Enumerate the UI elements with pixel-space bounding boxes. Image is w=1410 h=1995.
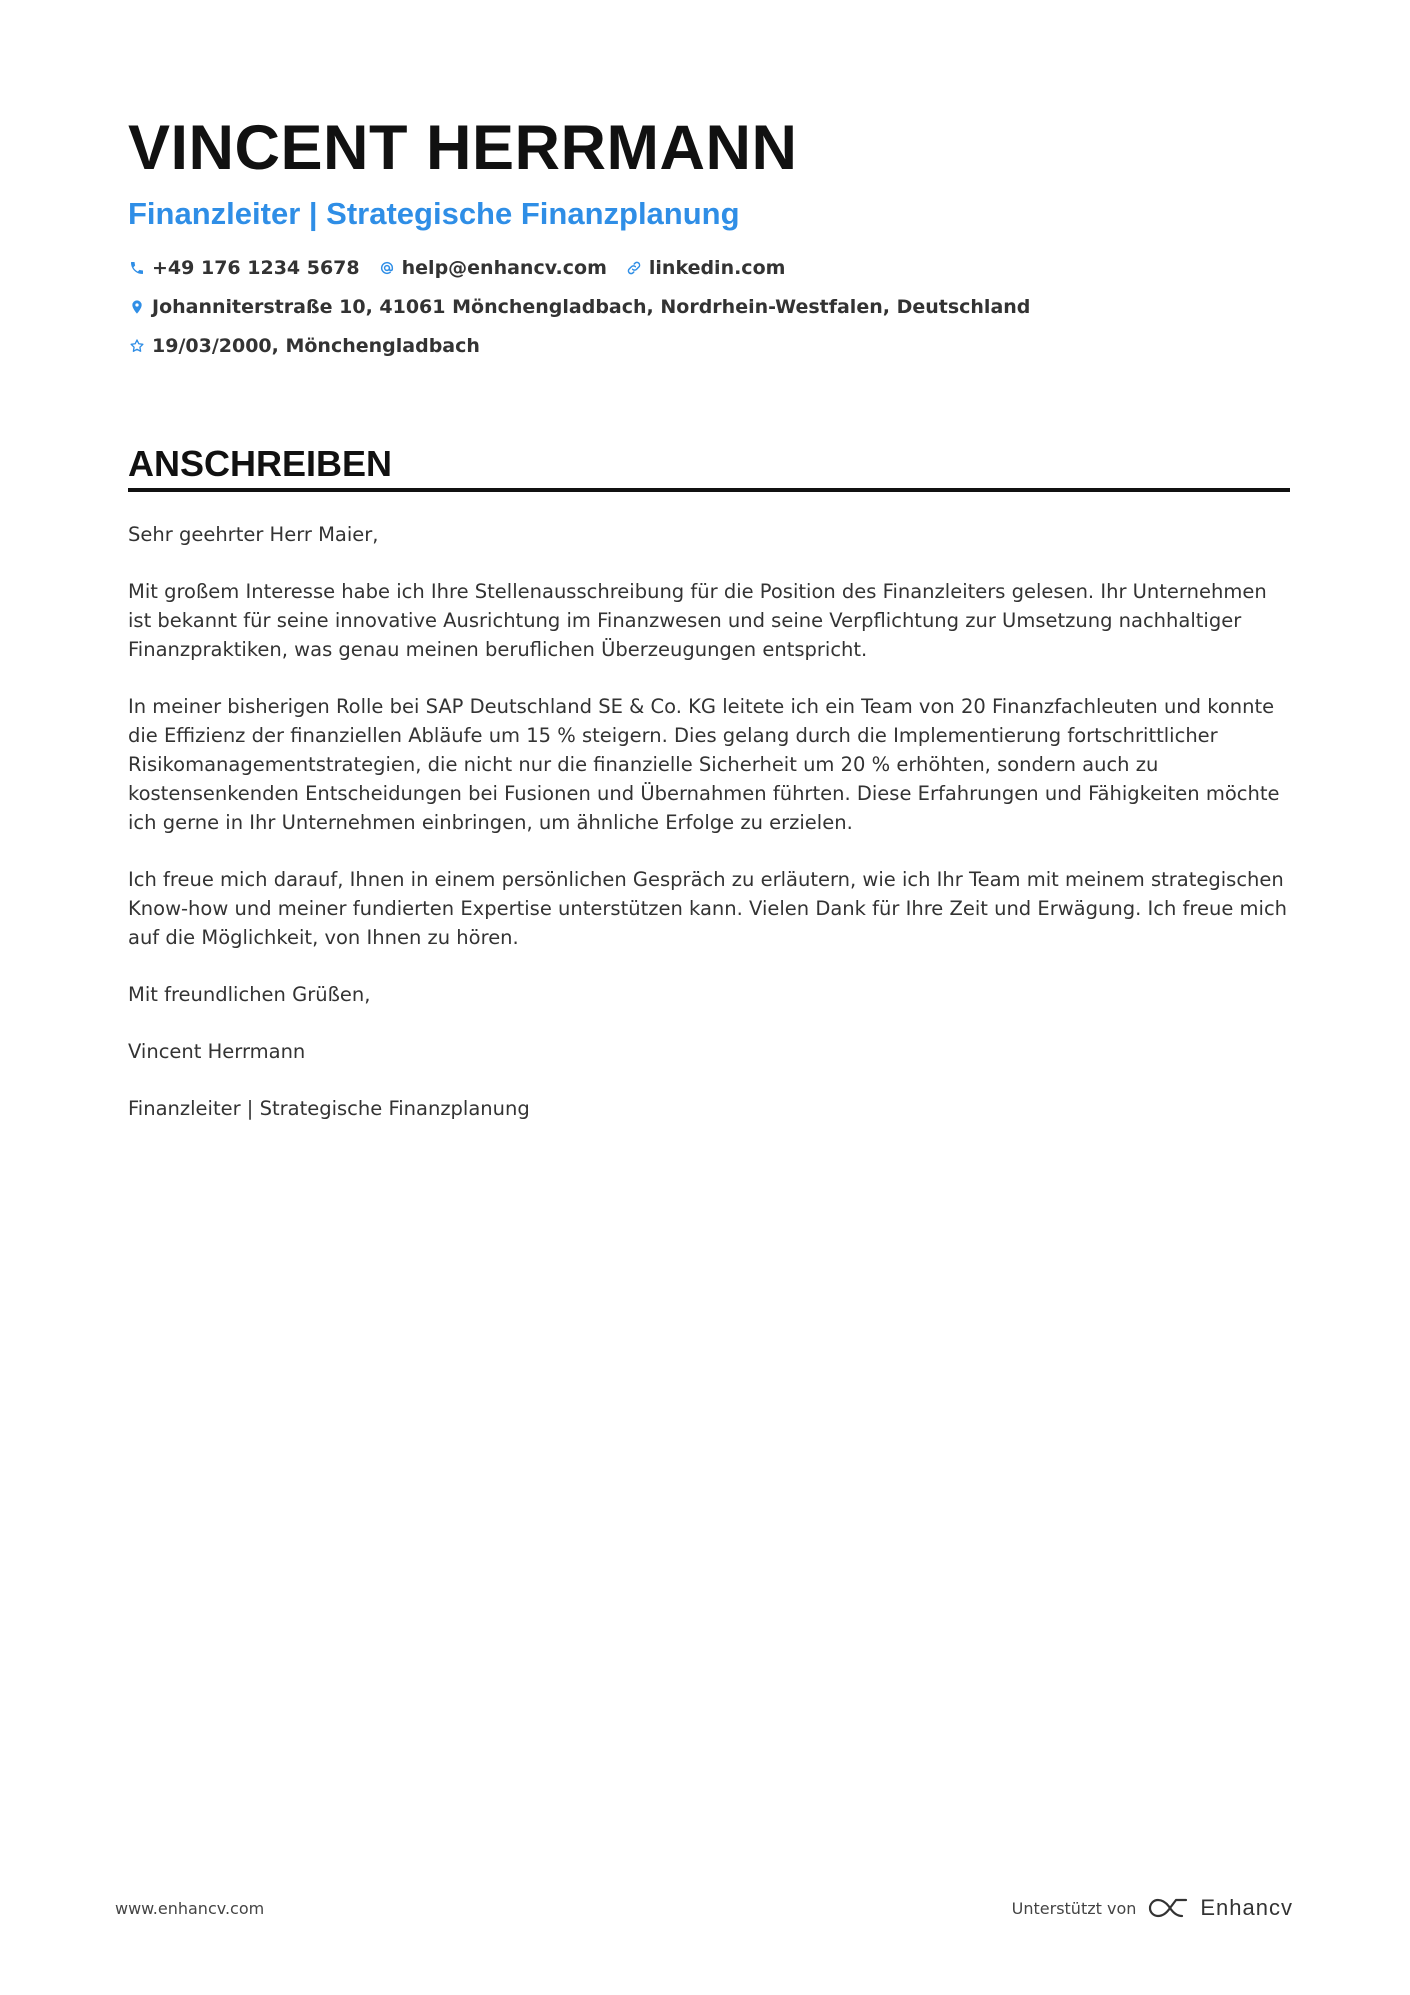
contact-row-2: [128, 295, 1290, 319]
at-icon: [378, 259, 396, 277]
contact-email: [378, 257, 607, 279]
letter-salutation: Sehr geehrter Herr Maier,: [128, 523, 379, 546]
enhancv-logo[interactable]: [1148, 1895, 1293, 1921]
letter-paragraph: Mit großem Interesse habe ich Ihre Stellenausschreibung für die Position des Finanzleiters gelesen. Ihr Unternehmen ist bekannt für seine innovative Ausrichtung im Finanzwesen und seine Verpflichtung zur Umsetzung nachhaltiger Finanzpraktiken, was genau meinen beruflichen Überzeugungen entspricht.: [128, 580, 1267, 661]
candidate-title: Finanzleiter | Strategische Finanzplanung: [128, 196, 740, 231]
enhancv-logo-icon: [1148, 1896, 1192, 1920]
contact-phone: [128, 257, 360, 279]
birth-date-place: 19/03/2000, Mönchengladbach: [152, 335, 480, 357]
section-heading-anschreiben: ANSCHREIBEN: [128, 442, 1290, 492]
powered-by: [1012, 1895, 1293, 1921]
phone-icon: [128, 259, 146, 277]
contact-info: [128, 256, 1290, 358]
email-address[interactable]: help@enhancv.com: [401, 257, 607, 279]
address: Johanniterstraße 10, 41061 Mönchengladbach, Nordrhein-Westfalen, Deutschland: [152, 296, 1031, 318]
candidate-name: VINCENT HERRMANN: [128, 113, 798, 183]
signature-title: Finanzleiter | Strategische Finanzplanung: [128, 1097, 530, 1120]
letter-body: [128, 520, 1290, 1123]
page-footer: [115, 1895, 1293, 1921]
location-pin-icon: [128, 298, 146, 316]
contact-linkedin: [625, 257, 786, 279]
contact-address: [128, 296, 1030, 318]
letter-paragraph: In meiner bisherigen Rolle bei SAP Deutschland SE & Co. KG leitete ich ein Team von 20 Finanzfachleuten und konnte die Effizienz der finanziellen Abläufe um 15 % steigern. Dies gelang durch die Implementierung fortschrittlicher Risikomanagementstrategien, die nicht nur die finanzielle Sicherheit um 20 % erhöhten, sondern auch zu kostensenkenden Entscheidungen bei Fusionen und Übernahmen führten. Diese Erfahrungen und Fähigkeiten möchte ich gerne in Ihr Unternehmen einbringen, um ähnliche Erfolge zu erzielen.: [128, 695, 1280, 834]
signature-name: Vincent Herrmann: [128, 1040, 306, 1063]
letter-closing: Mit freundlichen Grüßen,: [128, 983, 371, 1006]
star-icon: [128, 337, 146, 355]
enhancv-brand-name: Enhancv: [1200, 1895, 1293, 1920]
contact-birth: [128, 335, 480, 357]
link-icon: [625, 259, 643, 277]
contact-row-1: [128, 256, 1290, 280]
phone-number[interactable]: +49 176 1234 5678: [152, 257, 360, 279]
powered-by-label: Unterstützt von: [1011, 1898, 1137, 1918]
letter-paragraph: Ich freue mich darauf, Ihnen in einem persönlichen Gespräch zu erläutern, wie ich Ihr Team mit meinem strategischen Know-how und meiner fundierten Expertise unterstützen kann. Vielen Dank für Ihre Zeit und Erwägung. Ich freue mich auf die Möglichkeit, von Ihnen zu hören.: [128, 868, 1288, 949]
footer-url[interactable]: www.enhancv.com: [115, 1898, 265, 1918]
contact-row-3: [128, 334, 1290, 358]
cover-letter-page: [128, 110, 1290, 1151]
linkedin-link[interactable]: linkedin.com: [648, 257, 786, 279]
